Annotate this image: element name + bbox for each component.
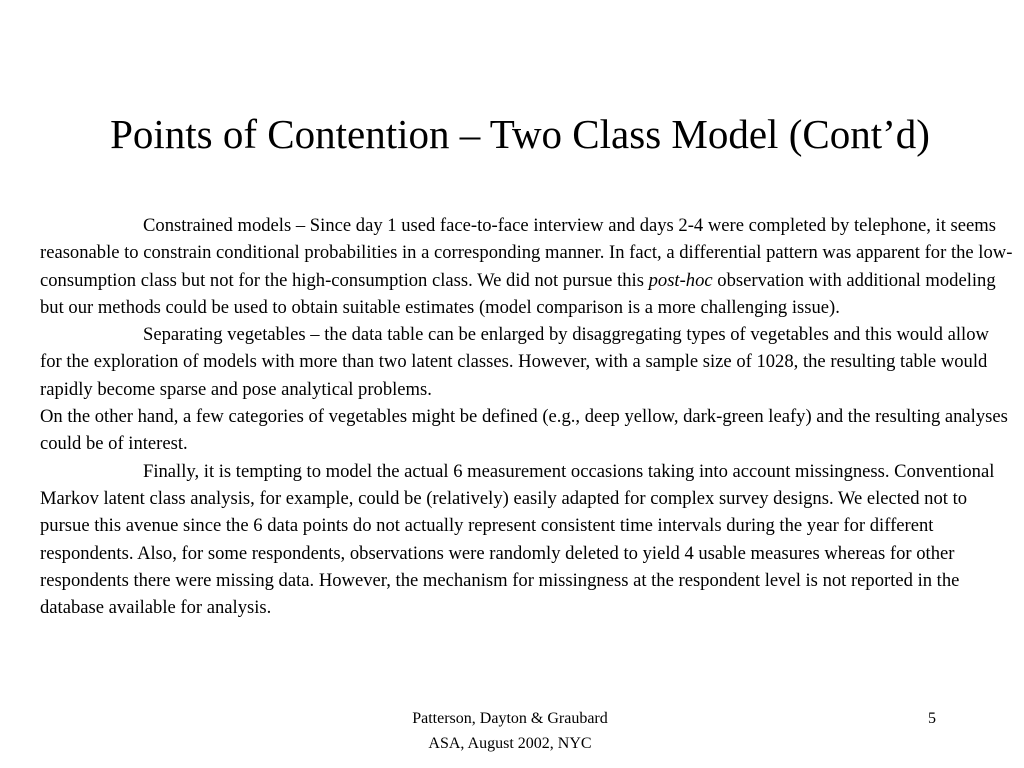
page-number: 5 — [928, 710, 936, 727]
paragraph-text: observation with additional modeling but our methods could be used to obtain suitable estimates (model comparison is a more challenging issue). — [40, 269, 996, 318]
footer-authors: Patterson, Dayton & Graubard — [412, 710, 608, 727]
slide-title: Points of Contention – Two Class Model (Cont’d) — [110, 111, 930, 157]
italic-term: post-hoc — [648, 269, 713, 291]
paragraph-separating-vegetables: Separating vegetables – the data table can be enlarged by disaggregating types of vegetables and this would allow for the exploration of models with more than two latent classes. However, with a sample size of 1028, the resulting table would rapidly become sparse and pose analytical problems. — [40, 324, 989, 400]
paragraph-text: Constrained models – Since day 1 used face-to-face interview and days 2-4 were completed by telephone, it seems reasonable to constrain conditional probabilities in a corresponding manner. In fact, a differential pattern was apparent for the low-consumption class but not for the high-consumption class. We did not pursue this — [40, 215, 1013, 291]
paragraph-finally: Finally, it is tempting to model the actual 6 measurement occasions taking into account missingness. Conventional Markov latent class analysis, for example, could be (relatively) easily adapted for complex survey designs. We elected not to pursue this avenue since the 6 data points do not actually represent consistent time intervals during the year for different respondents. Also, for some respondents, observations were randomly deleted to yield 4 usable measures whereas for other respondents there were missing data. However, the mechanism for missingness at the respondent level is not reported in the database available for analysis. — [40, 460, 995, 619]
paragraph-other-hand: On the other hand, a few categories of vegetables might be defined (e.g., deep yellow, dark-green leafy) and the resulting analyses could be of interest. — [40, 406, 1008, 455]
slide-footer — [330, 706, 690, 756]
footer-venue: ASA, August 2002, NYC — [428, 735, 592, 752]
paragraph-constrained-models — [40, 212, 1015, 321]
slide-body — [40, 212, 1015, 621]
